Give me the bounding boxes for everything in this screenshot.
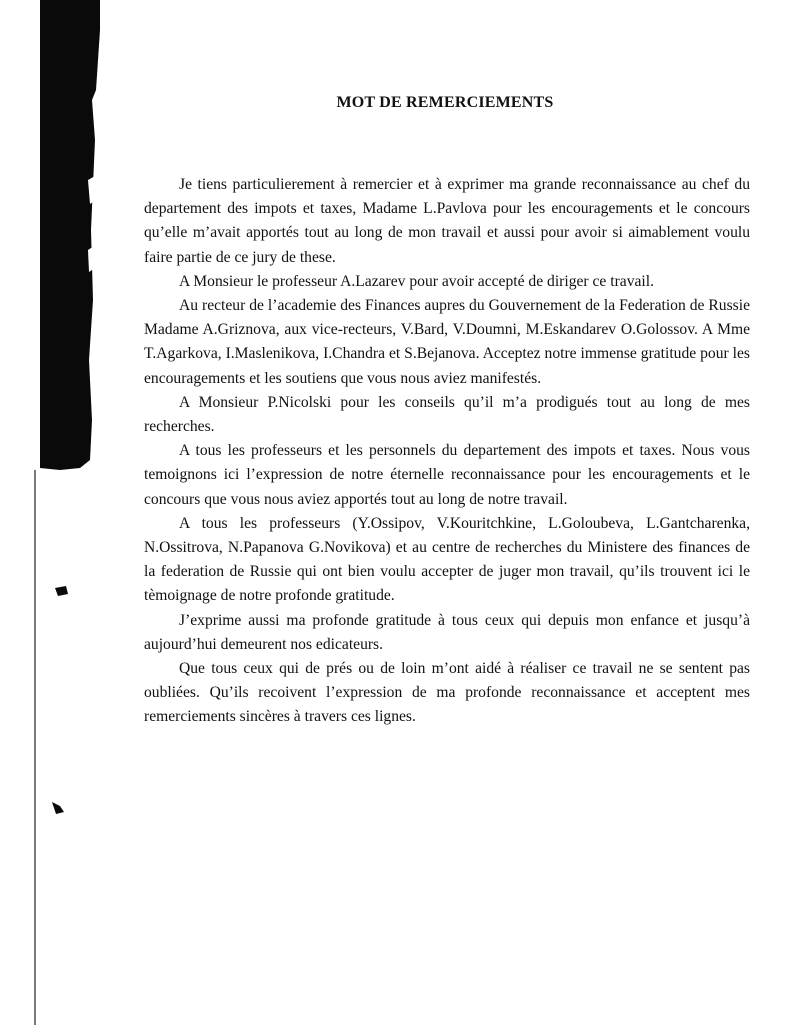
paragraph-nicolski: A Monsieur P.Nicolski pour les conseils qu’il m’a prodigués tout au long de mes recherches. bbox=[144, 393, 750, 436]
paragraph-educateurs: J’exprime aussi ma profonde gratitude à tous ceux qui depuis mon enfance et jusqu’à aujourd’hui demeurent nos edicateurs. bbox=[144, 611, 750, 653]
scan-edge-shadow bbox=[0, 0, 100, 1030]
paragraph-professeurs-departement: A tous les professeurs et les personnels du departement des impots et taxes. Nous vous temoignons ici l’expression de notre éternelle reconnaissance pour les encouragements et le concours que vous nous aviez apportés tout au long de notre travail. bbox=[144, 442, 750, 508]
binding-shadow bbox=[40, 0, 100, 470]
paragraph-chef-departement: Je tiens particulierement à remercier et à exprimer ma grande reconnaissance au chef du departement des impots et taxes, Madame L.Pavlova pour les encouragements et le concours qu’elle m’avait apportés tout au long de mon travail et aussi pour avoir si aimablement voulu faire partie de ce jury de these. bbox=[144, 176, 750, 266]
scan-speck bbox=[55, 586, 68, 596]
paragraph-jury: A tous les professeurs (Y.Ossipov, V.Kouritchkine, L.Goloubeva, L.Gantcharenka, N.Ossitrova, N.Papanova G.Novikova) et au centre de recherches du Ministere des finances de la federation de Russie qui ont bien voulu accepter de juger mon travail, qu’ils trouvent ici le tèmoignage de notre profonde gratitude. bbox=[144, 514, 750, 605]
scan-speck bbox=[52, 802, 64, 814]
paragraph-lazarev: A Monsieur le professeur A.Lazarev pour avoir accepté de diriger ce travail. bbox=[179, 272, 654, 290]
page-title: MOT DE REMERCIEMENTS bbox=[336, 94, 554, 111]
acknowledgements-body bbox=[144, 173, 750, 730]
paragraph-recteur: Au recteur de l’academie des Finances aupres du Gouvernement de la Federation de Russie Madame A.Griznova, aux vice-recteurs, V.Bard, V.Doumni, M.Eskandarev O.Golossov. A Mme T.Agarkova, I.Maslenikova, I.Chandra et S.Bejanova. Acceptez notre immense gratitude pour les encouragements et les soutiens que vous nous aviez manifestés. bbox=[144, 297, 750, 387]
binding-shadow-notch bbox=[88, 246, 95, 272]
paragraph-closing: Que tous ceux qui de prés ou de loin m’ont aidé à réaliser ce travail ne se sentent pas oubliées. Qu’ils recoivent l’expression de ma profonde reconnaissance et acceptent mes remerciements sincères à travers ces lignes. bbox=[144, 660, 750, 726]
